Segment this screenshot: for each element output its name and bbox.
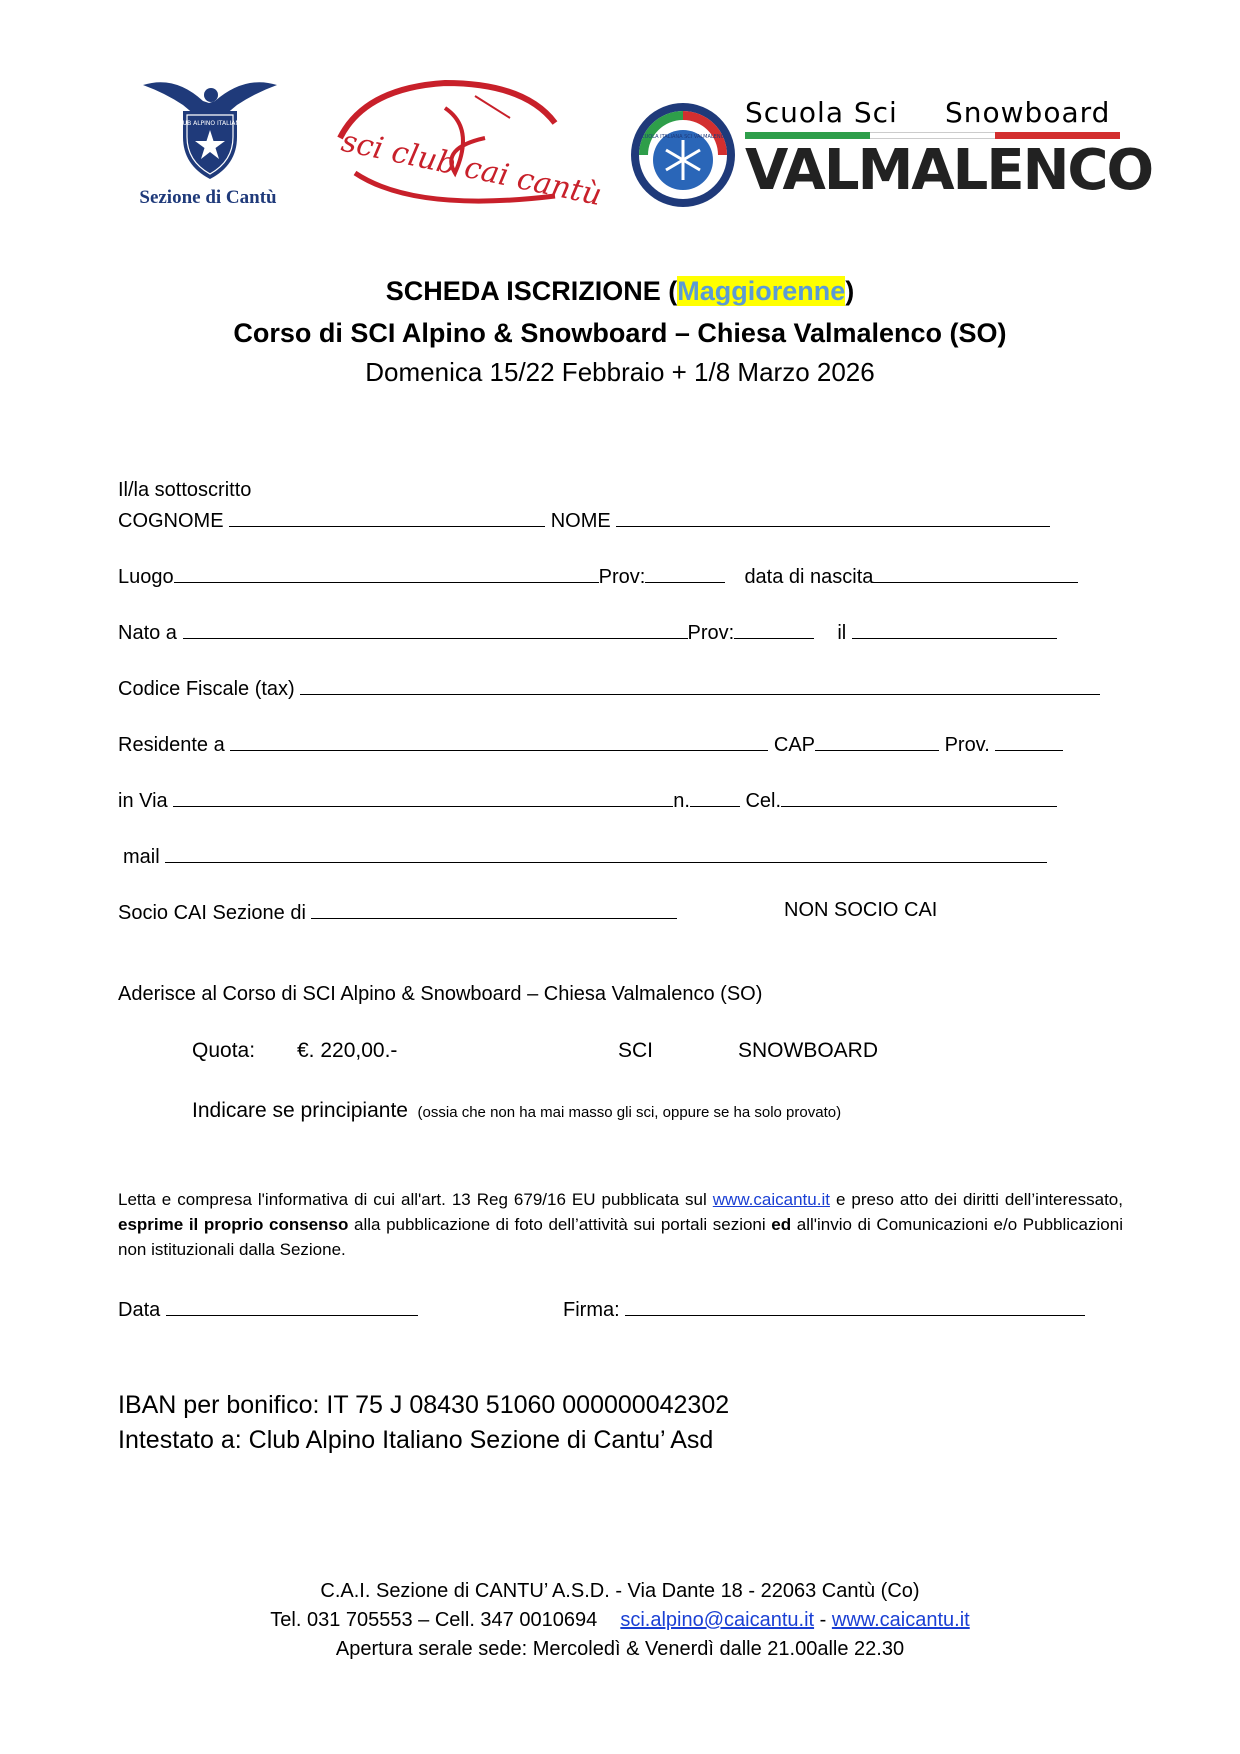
cai-ring-text: CLUB ALPINO ITALIANO (175, 120, 245, 127)
aderisce-text: Aderisce al Corso di SCI Alpino & Snowboard – Chiesa Valmalenco (SO) (118, 983, 763, 1005)
consent-text-2: e preso atto dei diritti dell’interessato, (835, 1190, 1123, 1209)
socio-label: Socio CAI Sezione di (118, 902, 306, 924)
school-badge (628, 100, 738, 210)
codice-fiscale-label: Codice Fiscale (tax) (118, 678, 295, 700)
footer-email-link[interactable]: sci.alpino@caicantu.it (620, 1609, 815, 1631)
row-firma (563, 1295, 1085, 1322)
footer-address: C.A.I. Sezione di CANTU’ A.S.D. - Via Dante 18 - 22063 Cantù (Co) (320, 1580, 920, 1602)
row-luogo (118, 562, 1078, 589)
course-dates: Domenica 15/22 Febbraio + 1/8 Marzo 2026 (365, 357, 875, 387)
account-holder: Intestato a: Club Alpino Italiano Sezione di Cantu’ Asd (118, 1426, 714, 1454)
iban-line: IBAN per bonifico: IT 75 J 08430 51060 000000042302 (118, 1391, 730, 1419)
footer-phone: Tel. 031 705553 – Cell. 347 0010694 (270, 1609, 598, 1631)
footer-website-link[interactable]: www.caicantu.it (831, 1609, 970, 1631)
birthdate-label: data di nascita (744, 566, 874, 588)
nato-field[interactable] (183, 618, 688, 639)
row-nato (118, 618, 1057, 645)
row-via (118, 786, 1057, 813)
consent-text-1: Letta e compresa l'informativa di cui all'art. 13 Reg 679/16 EU pubblicata sul (118, 1190, 707, 1209)
consent-website-link[interactable]: www.caicantu.it (712, 1190, 830, 1209)
firma-label: Firma: (563, 1299, 620, 1321)
data-label: Data (118, 1299, 161, 1321)
school-title-left: Scuola Sci (745, 96, 898, 129)
school-ring-text: SCUOLA ITALIANA SCI VALMALENCO (637, 134, 729, 140)
school-wordmark (745, 96, 1153, 216)
row-cognome-nome (118, 506, 1050, 533)
footer-hours: Apertura serale sede: Mercoledì & Venerdì dalle 21.00alle 22.30 (335, 1638, 905, 1660)
prov3-label: Prov. (944, 734, 990, 756)
sciclub-logo (335, 78, 605, 214)
luogo-field[interactable] (174, 562, 599, 583)
row-mail (123, 842, 1047, 869)
il-label: il (837, 622, 847, 644)
prov1-field[interactable] (645, 562, 725, 583)
codice-fiscale-field[interactable] (300, 674, 1100, 695)
sci-option[interactable]: SCI (618, 1039, 654, 1062)
socio-field[interactable] (311, 898, 677, 919)
mail-field[interactable] (165, 842, 1047, 863)
consent-bold-2: ed (771, 1215, 792, 1234)
quota-value: €. 220,00.- (297, 1039, 398, 1062)
quota-label: Quota: (192, 1039, 256, 1062)
cognome-field[interactable] (229, 506, 545, 527)
non-socio-option[interactable]: NON SOCIO CAI (784, 899, 938, 921)
cap-field[interactable] (815, 730, 939, 751)
form-title (0, 276, 1240, 307)
il-field[interactable] (852, 618, 1057, 639)
principiante-note: (ossia che non ha mai masso gli sci, oppure se ha solo provato) (417, 1104, 842, 1121)
numero-field[interactable] (690, 786, 740, 807)
numero-label: n. (673, 790, 690, 812)
nome-label: NOME (550, 510, 611, 532)
cap-label: CAP (773, 734, 815, 756)
principiante-label: Indicare se principiante (192, 1099, 408, 1122)
via-label: in Via (118, 790, 168, 812)
prov3-field[interactable] (995, 730, 1063, 751)
consent-bold-1: esprime il proprio consenso (118, 1215, 349, 1234)
cel-field[interactable] (781, 786, 1057, 807)
consent-text-4: all'invio di Comunicazioni e/o Pubblicazioni non istituzionali dalla Sezione. (118, 1215, 1123, 1259)
sciclub-swoosh-icon (335, 78, 605, 214)
snowboard-option[interactable]: SNOWBOARD (738, 1039, 879, 1062)
prov2-field[interactable] (734, 618, 814, 639)
school-title-right: Snowboard (945, 96, 1111, 129)
nato-label: Nato a (118, 622, 177, 644)
course-title: Corso di SCI Alpino & Snowboard – Chiesa Valmalenco (SO) (233, 318, 1007, 348)
school-title-main: VALMALENCO (745, 138, 1153, 203)
prov2-label: Prov: (687, 622, 735, 644)
principiante-row (192, 1099, 841, 1125)
footer-contacts (0, 1606, 1240, 1635)
luogo-label: Luogo (118, 566, 174, 588)
sciclub-text: sci club cai cantù (338, 123, 605, 214)
title-highlight: Maggiorenne (677, 276, 846, 306)
row-socio (118, 898, 677, 925)
cai-logo (125, 75, 295, 210)
nome-field[interactable] (616, 506, 1050, 527)
data-field[interactable] (166, 1295, 418, 1316)
firma-field[interactable] (625, 1295, 1085, 1316)
footer-dash: - (819, 1609, 827, 1631)
snowflake-badge-icon (628, 100, 738, 210)
cel-label: Cel. (745, 790, 782, 812)
residente-field[interactable] (230, 730, 768, 751)
mail-label: mail (123, 846, 160, 868)
cai-section-label: Sezione di Cantù (139, 187, 277, 208)
birthdate-field[interactable] (873, 562, 1078, 583)
title-suffix: ) (845, 276, 855, 306)
intro-label: Il/la sottoscritto (118, 479, 252, 501)
cognome-label: COGNOME (118, 510, 224, 532)
row-residente (118, 730, 1063, 757)
privacy-consent (118, 1187, 1123, 1262)
consent-text-3: alla pubblicazione di foto dell’attività sui portali sezioni (353, 1215, 766, 1234)
residente-label: Residente a (118, 734, 225, 756)
cai-eagle-shield-icon (125, 75, 295, 185)
row-codice-fiscale (118, 674, 1100, 701)
row-data (118, 1295, 418, 1322)
prov1-label: Prov: (598, 566, 646, 588)
title-prefix: SCHEDA ISCRIZIONE ( (385, 276, 678, 306)
via-field[interactable] (173, 786, 673, 807)
